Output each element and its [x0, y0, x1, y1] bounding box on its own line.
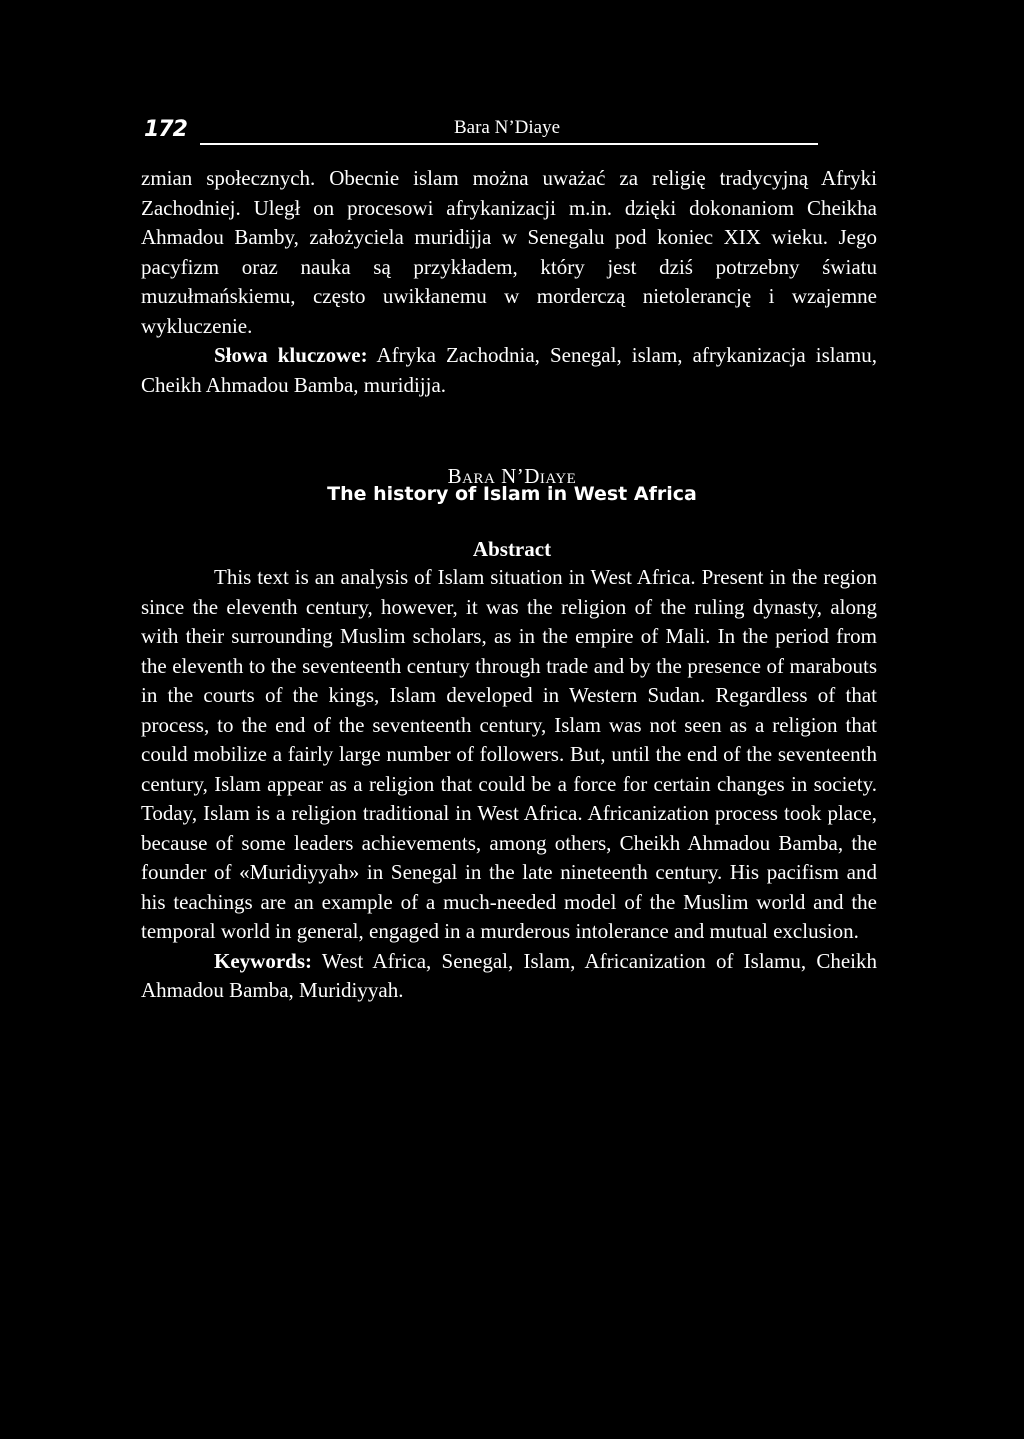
english-keywords-label: Keywords: — [214, 948, 312, 973]
polish-keywords — [141, 341, 877, 400]
abstract-heading: Abstract — [472, 537, 552, 561]
polish-keywords-label: Słowa kluczowe: — [214, 343, 368, 367]
english-abstract — [141, 563, 877, 1006]
header-rule — [200, 143, 818, 145]
article-title: The history of Islam in West Africa — [327, 483, 697, 505]
english-abstract-text: This text is an analysis of Islam situation in West Africa. Present in the region since the eleventh century, however, it was the religion of the ruling dynasty, along with their surrounding Muslim scholars, as in the empire of Mali. In the period from the eleventh to the seventeenth century through trade and by the presence of marabouts in the courts of the kings, Islam developed in Western Sudan. Regardless of that process, to the end of the seventeenth century, Islam was not seen as a religion that could mobilize a fairly large number of followers. But, until the end of the seventeenth century, Islam appear as a religion that could be a force for certain changes in society. Today, Islam is a religion traditional in West Africa. Africanization process took place, because of some leaders achievements, among others, Cheikh Ahmadou Bamba, the founder of «Muridiyyah» in Senegal in the late nineteenth century. His pacifism and his teachings are an example of a much-needed model of the Muslim world and the temporal world in general, engaged in a murderous intolerance and mutual exclusion. — [141, 565, 877, 943]
page-header — [144, 112, 818, 148]
running-head: Bara N’Diaye — [454, 117, 561, 138]
polish-keywords-list: Afryka Zachodnia, Senegal, islam, afrykanizacja islamu, Cheikh Ahmadou Bamba, muridijja. — [141, 343, 877, 397]
english-keywords — [141, 947, 877, 1006]
polish-abstract-continuation — [141, 164, 877, 400]
author-name: Bara N’Diaye — [447, 464, 577, 488]
page-number: 172 — [144, 117, 187, 142]
polish-abstract-text: zmian społecznych. Obecnie islam można uważać za religię tradycyjną Afryki Zachodniej. Uległ on procesowi afrykanizacji m.in. dzięki dokonaniom Cheikha Ahmadou Bamby, założyciela muridijja w Senegalu pod koniec XIX wieku. Jego pacyfizm oraz nauka są przykładem, który jest dziś potrzebny światu muzułmańskiemu, często uwikłanemu w morderczą nietolerancję i wzajemne wykluczenie. — [141, 166, 877, 338]
english-keywords-list: West Africa, Senegal, Islam, Africanization of Islamu, Cheikh Ahmadou Bamba, Muridiyyah. — [141, 948, 877, 1002]
